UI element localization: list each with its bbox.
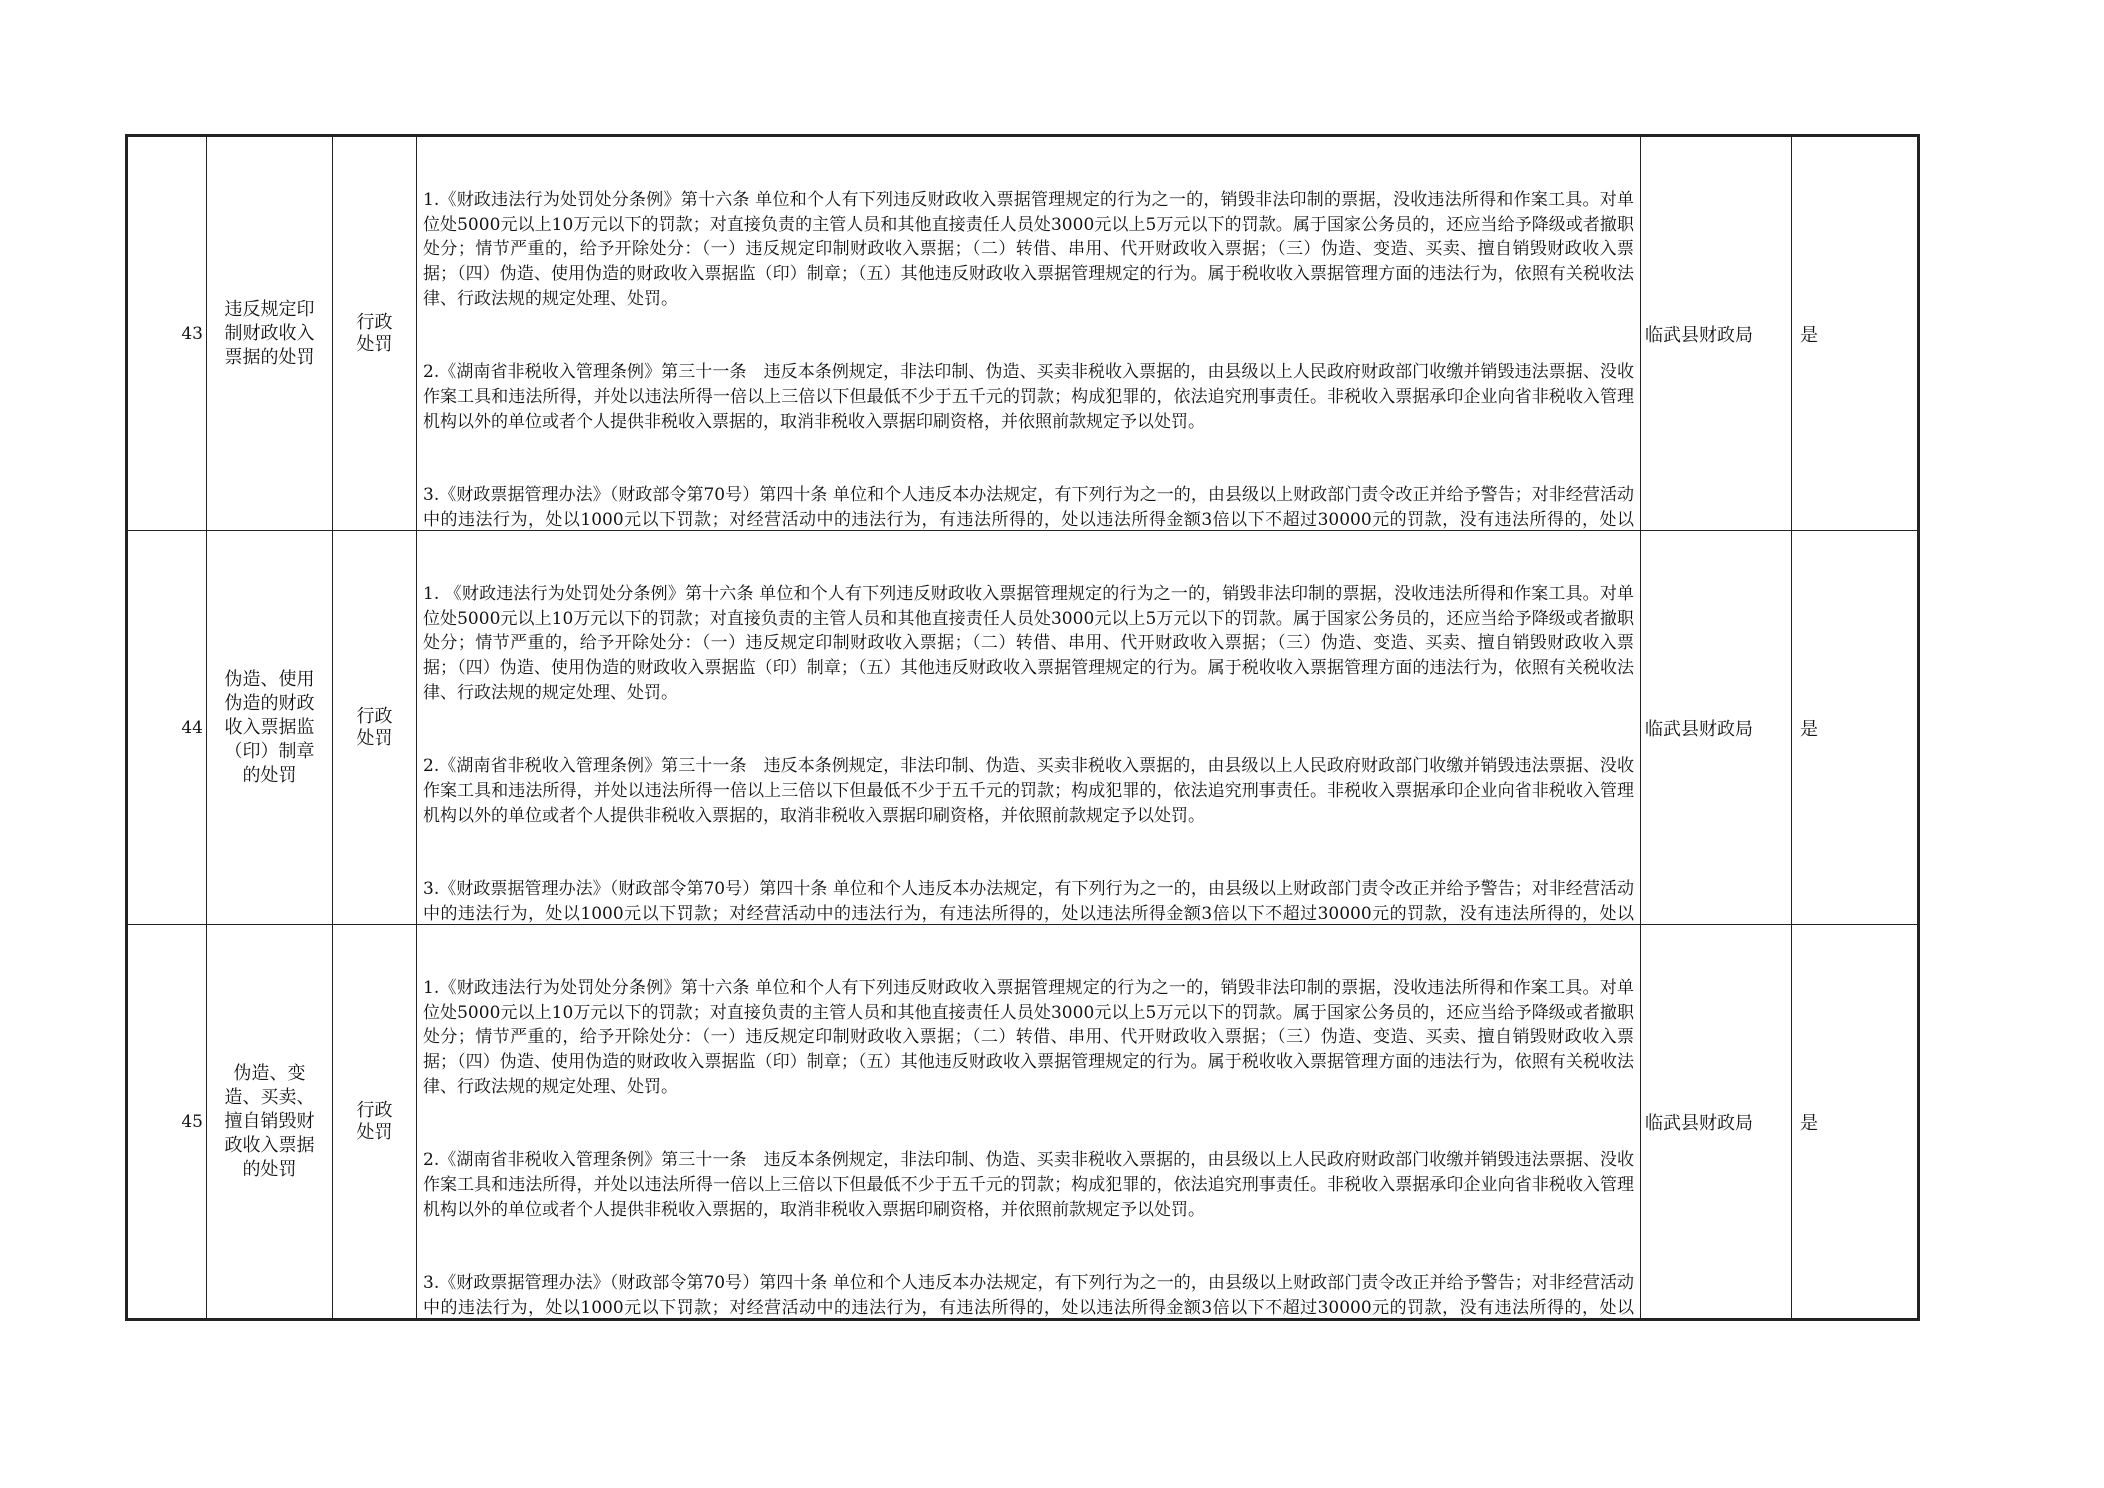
basis-clause: 1.《财政违法行为处罚处分条例》第十六条 单位和个人有下列违反财政收入票据管理规定的行为之一的，销毁非法印制的票据，没收违法所得和作案工具。对单位处5000元以上10万元以下的罚款；对直接负责的主管人员和其他直接责任人员处3000元以上5万元以下的罚款。属于国家公务员的，还应当给予降级或者撤职处分；情节严重的，给予开除处分：（一）违反规定印制财政收入票据；（二）转借、串用、代开财政收入票据；（三）伪造、变造、买卖、擅自销毁财政收入票据；（四）伪造、使用伪造的财政收入票据监（印）制章；（五）其他违反财政收入票据管理规定的行为。属于税收收入票据管理方面的违法行为，依照有关税收法律、行政法规的规定处理、处罚。 — [423, 978, 1634, 1097]
legal-basis — [417, 925, 1640, 1318]
legal-basis — [417, 137, 1640, 530]
item-type: 行政处罚 — [356, 311, 393, 355]
table-row — [127, 531, 1919, 925]
row-number: 44 — [127, 531, 207, 925]
item-name: 伪造、使用伪造的财政收入票据监（印）制章的处罚 — [224, 668, 315, 786]
flag-cell: 是 — [1792, 925, 1919, 1320]
flag-cell: 是 — [1792, 136, 1919, 531]
basis-clause: 3.《财政票据管理办法》（财政部令第70号）第四十条 单位和个人违反本办法规定，有下列行为之一的，由县级以上财政部门责令改正并给予警告；对非经营活动中的违法行为，处以1000元以下罚款；对经营活动中的违法行为，有违法所得的，处以违法所得金额3倍以下不超过30000元的罚款，没有违法所得的，处以 — [423, 879, 1634, 924]
table-row — [127, 925, 1919, 1320]
basis-clause: 2.《湖南省非税收入管理条例》第三十一条 违反本条例规定，非法印制、伪造、买卖非税收入票据的，由县级以上人民政府财政部门收缴并销毁违法票据、没收作案工具和违法所得，并处以违法所得一倍以上三倍以下但最低不少于五千元的罚款；构成犯罪的，依法追究刑事责任。非税收入票据承印企业向省非税收入管理机构以外的单位或者个人提供非税收入票据的，取消非税收入票据印刷资格，并依照前款规定予以处罚。 — [423, 756, 1634, 826]
item-name: 违反规定印制财政收入票据的处罚 — [224, 298, 315, 368]
basis-clause: 1. 《财政违法行为处罚处分条例》第十六条 单位和个人有下列违反财政收入票据管理规定的行为之一的，销毁非法印制的票据，没收违法所得和作案工具。对单位处5000元以上10万元以下的罚款；对直接负责的主管人员和其他直接责任人员处3000元以上5万元以下的罚款。属于国家公务员的，还应当给予降级或者撤职处分；情节严重的，给予开除处分：（一）违反规定印制财政收入票据；（二）转借、串用、代开财政收入票据；（三）伪造、变造、买卖、擅自销毁财政收入票据；（四）伪造、使用伪造的财政收入票据监（印）制章；（五）其他违反财政收入票据管理规定的行为。属于税收收入票据管理方面的违法行为，依照有关税收法律、行政法规的规定处理、处罚。 — [423, 584, 1634, 703]
legal-basis — [417, 531, 1640, 924]
responsible-department: 临武县财政局 — [1641, 136, 1792, 531]
item-type: 行政处罚 — [356, 1099, 393, 1143]
row-number: 43 — [127, 136, 207, 531]
row-number: 45 — [127, 925, 207, 1320]
item-type: 行政处罚 — [356, 705, 393, 749]
flag-cell: 是 — [1792, 531, 1919, 925]
basis-clause: 3.《财政票据管理办法》（财政部令第70号）第四十条 单位和个人违反本办法规定，有下列行为之一的，由县级以上财政部门责令改正并给予警告；对非经营活动中的违法行为，处以1000元以下罚款；对经营活动中的违法行为，有违法所得的，处以违法所得金额3倍以下不超过30000元的罚款，没有违法所得的，处以 — [423, 1273, 1634, 1318]
basis-clause: 1.《财政违法行为处罚处分条例》第十六条 单位和个人有下列违反财政收入票据管理规定的行为之一的，销毁非法印制的票据，没收违法所得和作案工具。对单位处5000元以上10万元以下的罚款；对直接负责的主管人员和其他直接责任人员处3000元以上5万元以下的罚款。属于国家公务员的，还应当给予降级或者撤职处分；情节严重的，给予开除处分：（一）违反规定印制财政收入票据；（二）转借、串用、代开财政收入票据；（三）伪造、变造、买卖、擅自销毁财政收入票据；（四）伪造、使用伪造的财政收入票据监（印）制章；（五）其他违反财政收入票据管理规定的行为。属于税收收入票据管理方面的违法行为，依照有关税收法律、行政法规的规定处理、处罚。 — [423, 190, 1634, 309]
responsible-department: 临武县财政局 — [1641, 531, 1792, 925]
power-list-table — [125, 134, 1920, 1321]
table-row — [127, 136, 1919, 531]
basis-clause: 3.《财政票据管理办法》（财政部令第70号）第四十条 单位和个人违反本办法规定，有下列行为之一的，由县级以上财政部门责令改正并给予警告；对非经营活动中的违法行为，处以1000元以下罚款；对经营活动中的违法行为，有违法所得的，处以违法所得金额3倍以下不超过30000元的罚款，没有违法所得的，处以 — [423, 485, 1634, 530]
responsible-department: 临武县财政局 — [1641, 925, 1792, 1320]
basis-clause: 2.《湖南省非税收入管理条例》第三十一条 违反本条例规定，非法印制、伪造、买卖非税收入票据的，由县级以上人民政府财政部门收缴并销毁违法票据、没收作案工具和违法所得，并处以违法所得一倍以上三倍以下但最低不少于五千元的罚款；构成犯罪的，依法追究刑事责任。非税收入票据承印企业向省非税收入管理机构以外的单位或者个人提供非税收入票据的，取消非税收入票据印刷资格，并依照前款规定予以处罚。 — [423, 1150, 1634, 1220]
basis-clause: 2.《湖南省非税收入管理条例》第三十一条 违反本条例规定，非法印制、伪造、买卖非税收入票据的，由县级以上人民政府财政部门收缴并销毁违法票据、没收作案工具和违法所得，并处以违法所得一倍以上三倍以下但最低不少于五千元的罚款；构成犯罪的，依法追究刑事责任。非税收入票据承印企业向省非税收入管理机构以外的单位或者个人提供非税收入票据的，取消非税收入票据印刷资格，并依照前款规定予以处罚。 — [423, 362, 1634, 432]
item-name: 伪造、变造、买卖、擅自销毁财政收入票据的处罚 — [224, 1062, 315, 1180]
